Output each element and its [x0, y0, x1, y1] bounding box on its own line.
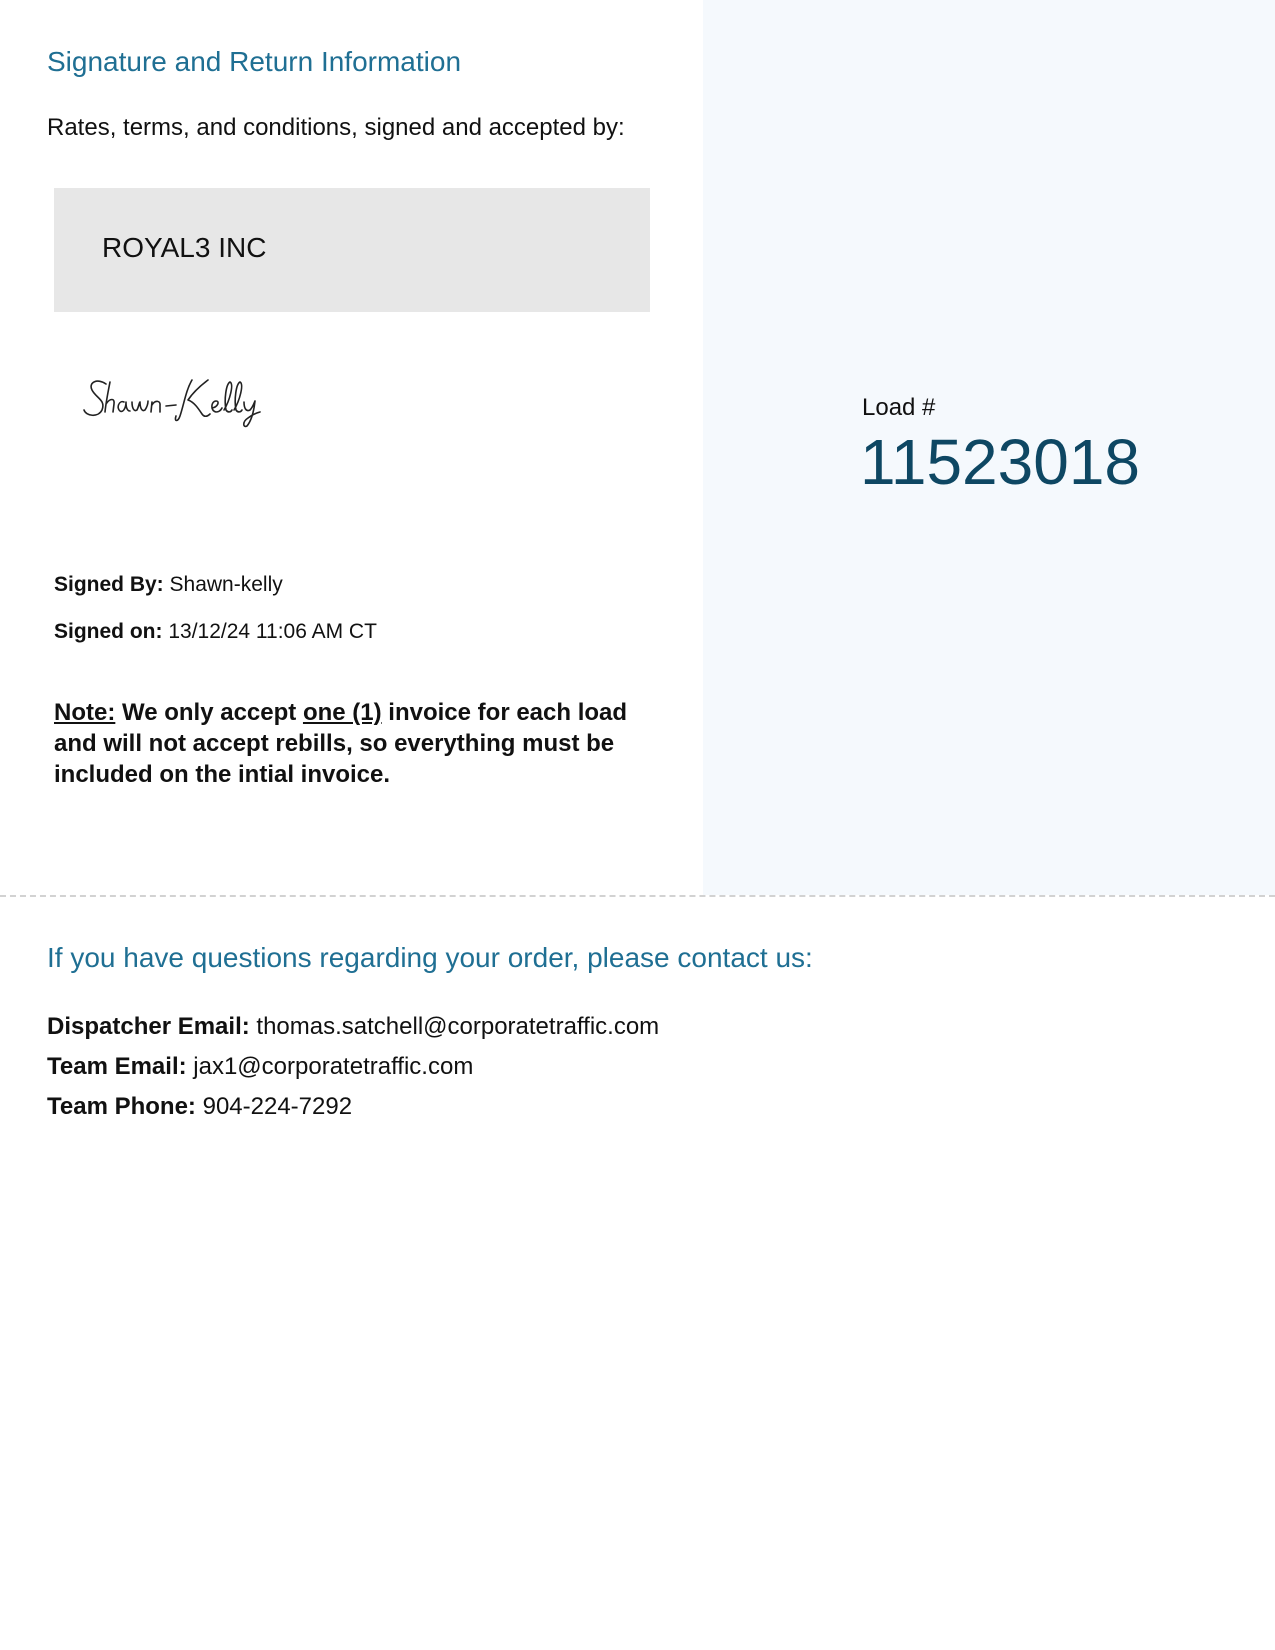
team-email-link[interactable]: jax1@corporatetraffic.com	[193, 1053, 474, 1080]
signed-on-value: 13/12/24 11:06 AM CT	[168, 620, 377, 643]
team-email-line	[47, 1053, 473, 1081]
team-phone-label: Team Phone:	[47, 1093, 196, 1120]
contact-section-title: If you have questions regarding your order, please contact us:	[47, 942, 813, 973]
note-emphasis: one (1)	[302, 699, 382, 726]
note-text-before: We only accept	[115, 699, 303, 726]
dispatcher-email-link[interactable]: thomas.satchell@corporatetraffic.com	[256, 1013, 660, 1040]
signed-by-label: Signed By:	[54, 573, 164, 596]
company-box	[54, 188, 650, 312]
note-label: Note:	[54, 699, 116, 726]
team-email-label: Team Email:	[47, 1053, 187, 1080]
dispatcher-email-line	[47, 1013, 659, 1041]
signed-by-value: Shawn-kelly	[169, 573, 283, 596]
invoice-note	[54, 697, 644, 790]
team-phone-line	[47, 1093, 352, 1121]
note-text-after: invoice for each load and will not accept rebills, so everything must be included on the intial invoice.	[54, 699, 628, 788]
signature-section-title: Signature and Return Information	[47, 46, 462, 77]
dispatcher-email-label: Dispatcher Email:	[47, 1013, 250, 1040]
section-divider	[0, 895, 1275, 897]
acceptance-statement: Rates, terms, and conditions, signed and accepted by:	[47, 114, 625, 141]
signed-by-line	[54, 573, 283, 597]
load-label: Load #	[862, 394, 936, 421]
load-number: 11523018	[860, 426, 1140, 498]
signed-on-label: Signed on:	[54, 620, 163, 643]
company-name: ROYAL3 INC	[102, 232, 267, 263]
handwritten-signature	[82, 370, 282, 430]
signed-on-line	[54, 620, 377, 644]
team-phone-value[interactable]: 904-224-7292	[202, 1093, 353, 1120]
